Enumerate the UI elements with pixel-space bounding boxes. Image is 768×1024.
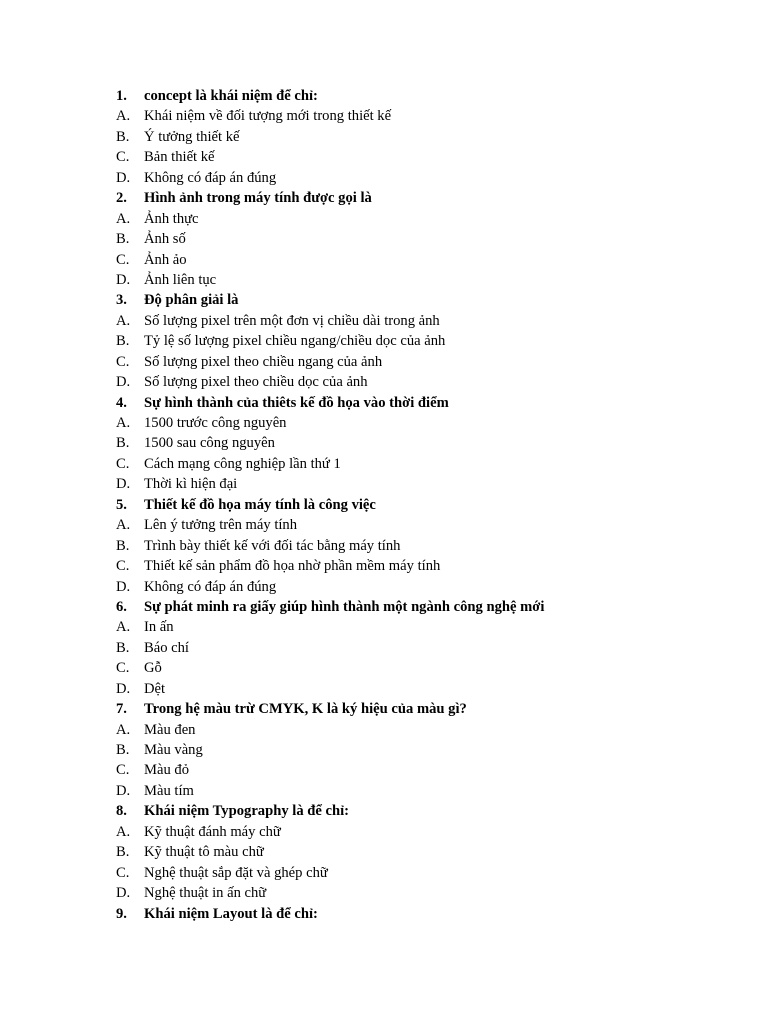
option-text: Ảnh số	[144, 231, 186, 248]
option-letter: D.	[116, 782, 131, 799]
option-letter: D.	[116, 374, 131, 391]
option-text: In ấn	[144, 619, 174, 636]
option-letter: C.	[116, 660, 130, 677]
answer-option	[116, 454, 716, 474]
option-letter: C.	[116, 353, 130, 370]
option-text: Thời kì hiện đại	[144, 476, 238, 493]
option-letter: C.	[116, 251, 130, 268]
option-text: Báo chí	[144, 639, 189, 656]
answer-option	[116, 883, 716, 903]
answer-option	[116, 863, 716, 883]
question-number: 4.	[116, 394, 127, 411]
question-number: 7.	[116, 701, 127, 718]
option-text: Cách mạng công nghiệp lần thứ 1	[144, 455, 341, 472]
option-letter: D.	[116, 680, 131, 697]
option-text: Nghệ thuật sắp đặt và ghép chữ	[144, 864, 328, 881]
question-line	[116, 290, 716, 310]
option-letter: B.	[116, 231, 130, 248]
answer-option	[116, 638, 716, 658]
question-text: Sự phát minh ra giấy giúp hình thành một ngành công nghệ mới	[144, 598, 545, 615]
answer-option	[116, 658, 716, 678]
option-letter: C.	[116, 149, 130, 166]
option-text: Ý tưởng thiết kế	[144, 128, 240, 145]
answer-option	[116, 556, 716, 576]
option-text: Ảnh liên tục	[144, 271, 217, 288]
option-text: Màu vàng	[144, 742, 203, 758]
answer-option	[116, 352, 716, 372]
question-text: Độ phân giải là	[144, 292, 239, 309]
answer-option	[116, 250, 716, 270]
question-line	[116, 393, 716, 413]
question-number: 6.	[116, 598, 127, 615]
option-text: Màu đỏ	[144, 762, 189, 779]
option-letter: B.	[116, 639, 130, 656]
question-text: Sự hình thành của thiêts kế đồ họa vào thời điểm	[144, 394, 449, 411]
question-line	[116, 904, 716, 924]
question-text: Trong hệ màu trừ CMYK, K là ký hiệu của màu gì?	[144, 701, 467, 718]
answer-option	[116, 270, 716, 290]
answer-option	[116, 331, 716, 351]
question-number: 1.	[116, 88, 127, 104]
answer-option	[116, 209, 716, 229]
option-text: Số lượng pixel trên một đơn vị chiều dài trong ảnh	[144, 312, 440, 329]
question-line	[116, 188, 716, 208]
answer-option	[116, 760, 716, 780]
question-line	[116, 699, 716, 719]
option-letter: D.	[116, 271, 131, 288]
option-letter: A.	[116, 721, 131, 738]
option-letter: C.	[116, 455, 130, 472]
option-text: Màu đen	[144, 721, 196, 738]
question-number: 8.	[116, 803, 127, 820]
option-text: Số lượng pixel theo chiều dọc của ảnh	[144, 374, 368, 391]
question-number: 5.	[116, 496, 127, 513]
option-letter: A.	[116, 312, 131, 329]
answer-option	[116, 168, 716, 188]
answer-option	[116, 822, 716, 842]
option-letter: B.	[116, 537, 130, 554]
answer-option	[116, 413, 716, 433]
answer-option	[116, 577, 716, 597]
option-text: Trình bày thiết kế với đối tác bằng máy tính	[144, 537, 401, 554]
option-letter: B.	[116, 333, 130, 350]
option-text: Khái niệm về đối tượng mới trong thiết kế	[144, 108, 392, 125]
quiz-document	[116, 86, 716, 924]
option-letter: D.	[116, 885, 131, 902]
option-text: Lên ý tưởng trên máy tính	[144, 517, 298, 534]
answer-option	[116, 311, 716, 331]
option-letter: C.	[116, 864, 130, 881]
option-text: Dệt	[144, 680, 166, 697]
option-letter: B.	[116, 742, 130, 758]
option-text: 1500 sau công nguyên	[144, 435, 275, 452]
option-text: Số lượng pixel theo chiều ngang của ảnh	[144, 353, 383, 370]
question-number: 3.	[116, 292, 127, 309]
option-text: Không có đáp án đúng	[144, 578, 277, 595]
answer-option	[116, 720, 716, 740]
option-letter: A.	[116, 210, 131, 227]
answer-option	[116, 372, 716, 392]
option-text: Kỹ thuật đánh máy chữ	[144, 823, 281, 840]
question-text: concept là khái niệm để chỉ:	[144, 88, 318, 104]
answer-option	[116, 842, 716, 862]
option-letter: B.	[116, 844, 130, 861]
answer-option	[116, 127, 716, 147]
option-letter: D.	[116, 169, 131, 186]
answer-option	[116, 536, 716, 556]
option-letter: A.	[116, 415, 131, 431]
answer-option	[116, 679, 716, 699]
option-text: Thiết kế sản phẩm đồ họa nhờ phần mềm máy tính	[144, 558, 441, 575]
option-letter: B.	[116, 435, 130, 452]
option-letter: B.	[116, 128, 130, 145]
question-line	[116, 495, 716, 515]
option-letter: A.	[116, 517, 131, 534]
option-text: Nghệ thuật in ấn chữ	[144, 885, 267, 902]
option-text: 1500 trước công nguyên	[144, 415, 287, 431]
option-text: Kỹ thuật tô màu chữ	[144, 844, 264, 861]
answer-option	[116, 617, 716, 637]
answer-option	[116, 147, 716, 167]
question-text: Khái niệm Layout là để chỉ:	[144, 905, 318, 922]
question-text: Thiết kế đồ họa máy tính là công việc	[144, 496, 376, 513]
option-text: Bản thiết kế	[144, 149, 215, 166]
option-letter: D.	[116, 578, 131, 595]
answer-option	[116, 229, 716, 249]
option-letter: A.	[116, 619, 131, 636]
question-text: Hình ảnh trong máy tính được gọi là	[144, 190, 372, 207]
question-line	[116, 597, 716, 617]
question-line	[116, 86, 716, 106]
answer-option	[116, 515, 716, 535]
answer-option	[116, 781, 716, 801]
option-letter: C.	[116, 762, 130, 779]
question-line	[116, 801, 716, 821]
option-text: Tỷ lệ số lượng pixel chiều ngang/chiều dọc của ảnh	[144, 333, 446, 350]
option-letter: A.	[116, 823, 131, 840]
option-text: Màu tím	[144, 782, 194, 799]
option-letter: C.	[116, 558, 130, 575]
option-text: Không có đáp án đúng	[144, 169, 277, 186]
option-letter: D.	[116, 476, 131, 493]
answer-option	[116, 106, 716, 126]
question-number: 9.	[116, 905, 127, 922]
option-text: Gỗ	[144, 660, 162, 677]
option-text: Ảnh ảo	[144, 251, 187, 268]
answer-option	[116, 433, 716, 453]
answer-option	[116, 474, 716, 494]
option-text: Ảnh thực	[144, 210, 199, 227]
option-letter: A.	[116, 108, 131, 125]
question-text: Khái niệm Typography là để chỉ:	[144, 803, 350, 820]
answer-option	[116, 740, 716, 760]
question-number: 2.	[116, 190, 127, 207]
